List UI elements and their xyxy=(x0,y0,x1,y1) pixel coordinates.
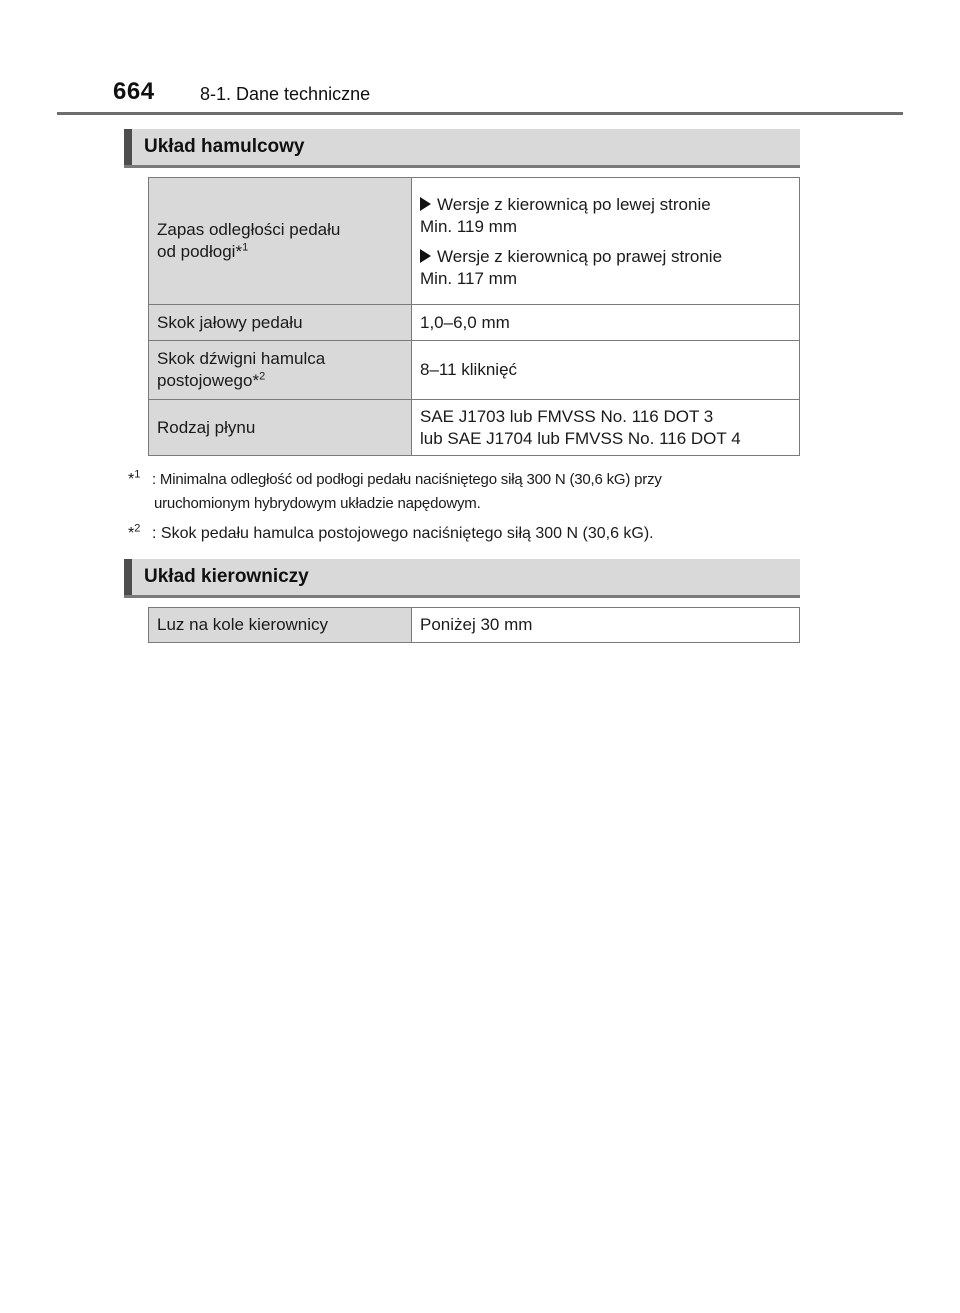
label-line: Zapas odległości pedału xyxy=(157,220,341,239)
option-value: Min. 117 mm xyxy=(420,269,517,288)
section-accent xyxy=(124,129,132,165)
table-row-steering-free-play xyxy=(149,608,800,643)
steering-spec-table xyxy=(148,607,800,643)
footnote-ref: 1 xyxy=(242,241,249,254)
brakes-spec-table xyxy=(148,177,800,456)
section-accent xyxy=(124,559,132,595)
steering-free-play-label: Luz na kole kierownicy xyxy=(149,608,412,643)
parking-brake-travel-label xyxy=(149,341,412,400)
table-row-parking-brake-travel xyxy=(149,341,800,400)
label-line: Skok dźwigni hamulca xyxy=(157,349,326,368)
footnote-mark: *$^1$ xyxy=(128,468,141,488)
page-header xyxy=(0,0,960,118)
footnote-1 xyxy=(128,468,828,516)
parking-brake-travel-value: 8–11 kliknięć xyxy=(412,341,800,400)
pedal-free-play-value: 1,0–6,0 mm xyxy=(412,305,800,341)
option-lhd xyxy=(420,194,791,238)
page-number: 664 xyxy=(113,78,155,105)
label-line: od podłogi* xyxy=(157,242,243,261)
footnote-text: : Skok pedału hamulca postojowego naciśniętego siłą 300 N (30,6 kG). xyxy=(152,525,654,542)
section-heading-brakes xyxy=(124,129,800,168)
chapter-title: 8-1. Dane techniczne xyxy=(200,84,371,104)
value-line: SAE J1703 lub FMVSS No. 116 DOT 3 xyxy=(420,406,714,426)
option-value: Min. 119 mm xyxy=(420,217,517,236)
table-row-fluid-type xyxy=(149,400,800,456)
pedal-clearance-value xyxy=(412,178,800,305)
value-line: lub SAE J1704 lub FMVSS No. 116 DOT 4 xyxy=(420,428,741,448)
section-title-brakes: Układ hamulcowy xyxy=(144,136,305,157)
steering-free-play-value: Poniżej 30 mm xyxy=(412,608,800,643)
footnote-mark: *$^2$ xyxy=(128,522,141,542)
fluid-type-value xyxy=(412,400,800,456)
section-title-steering: Układ kierowniczy xyxy=(144,566,309,587)
option-title: Wersje z kierownicą po lewej stronie xyxy=(437,195,711,214)
footnote-ref: 2 xyxy=(259,370,266,383)
table-row-pedal-clearance xyxy=(149,178,800,305)
option-title: Wersje z kierownicą po prawej stronie xyxy=(437,247,723,266)
footnote-text: : Minimalna odległość od podłogi pedału naciśniętego siłą 300 N (30,6 kG) przy xyxy=(152,471,662,488)
option-rhd xyxy=(420,246,791,290)
triangle-bullet-icon xyxy=(420,197,431,211)
table-row-pedal-free-play xyxy=(149,305,800,341)
section-heading-steering xyxy=(124,559,800,598)
label-line: postojowego* xyxy=(157,371,260,390)
footnote-2 xyxy=(128,522,828,546)
triangle-bullet-icon xyxy=(420,249,431,263)
fluid-type-label: Rodzaj płynu xyxy=(149,400,412,456)
footnote-text-continued: uruchomionym hybrydowym układzie napędowym. xyxy=(154,495,481,512)
header-rule xyxy=(57,112,903,115)
pedal-clearance-label xyxy=(149,178,412,305)
pedal-free-play-label: Skok jałowy pedału xyxy=(149,305,412,341)
